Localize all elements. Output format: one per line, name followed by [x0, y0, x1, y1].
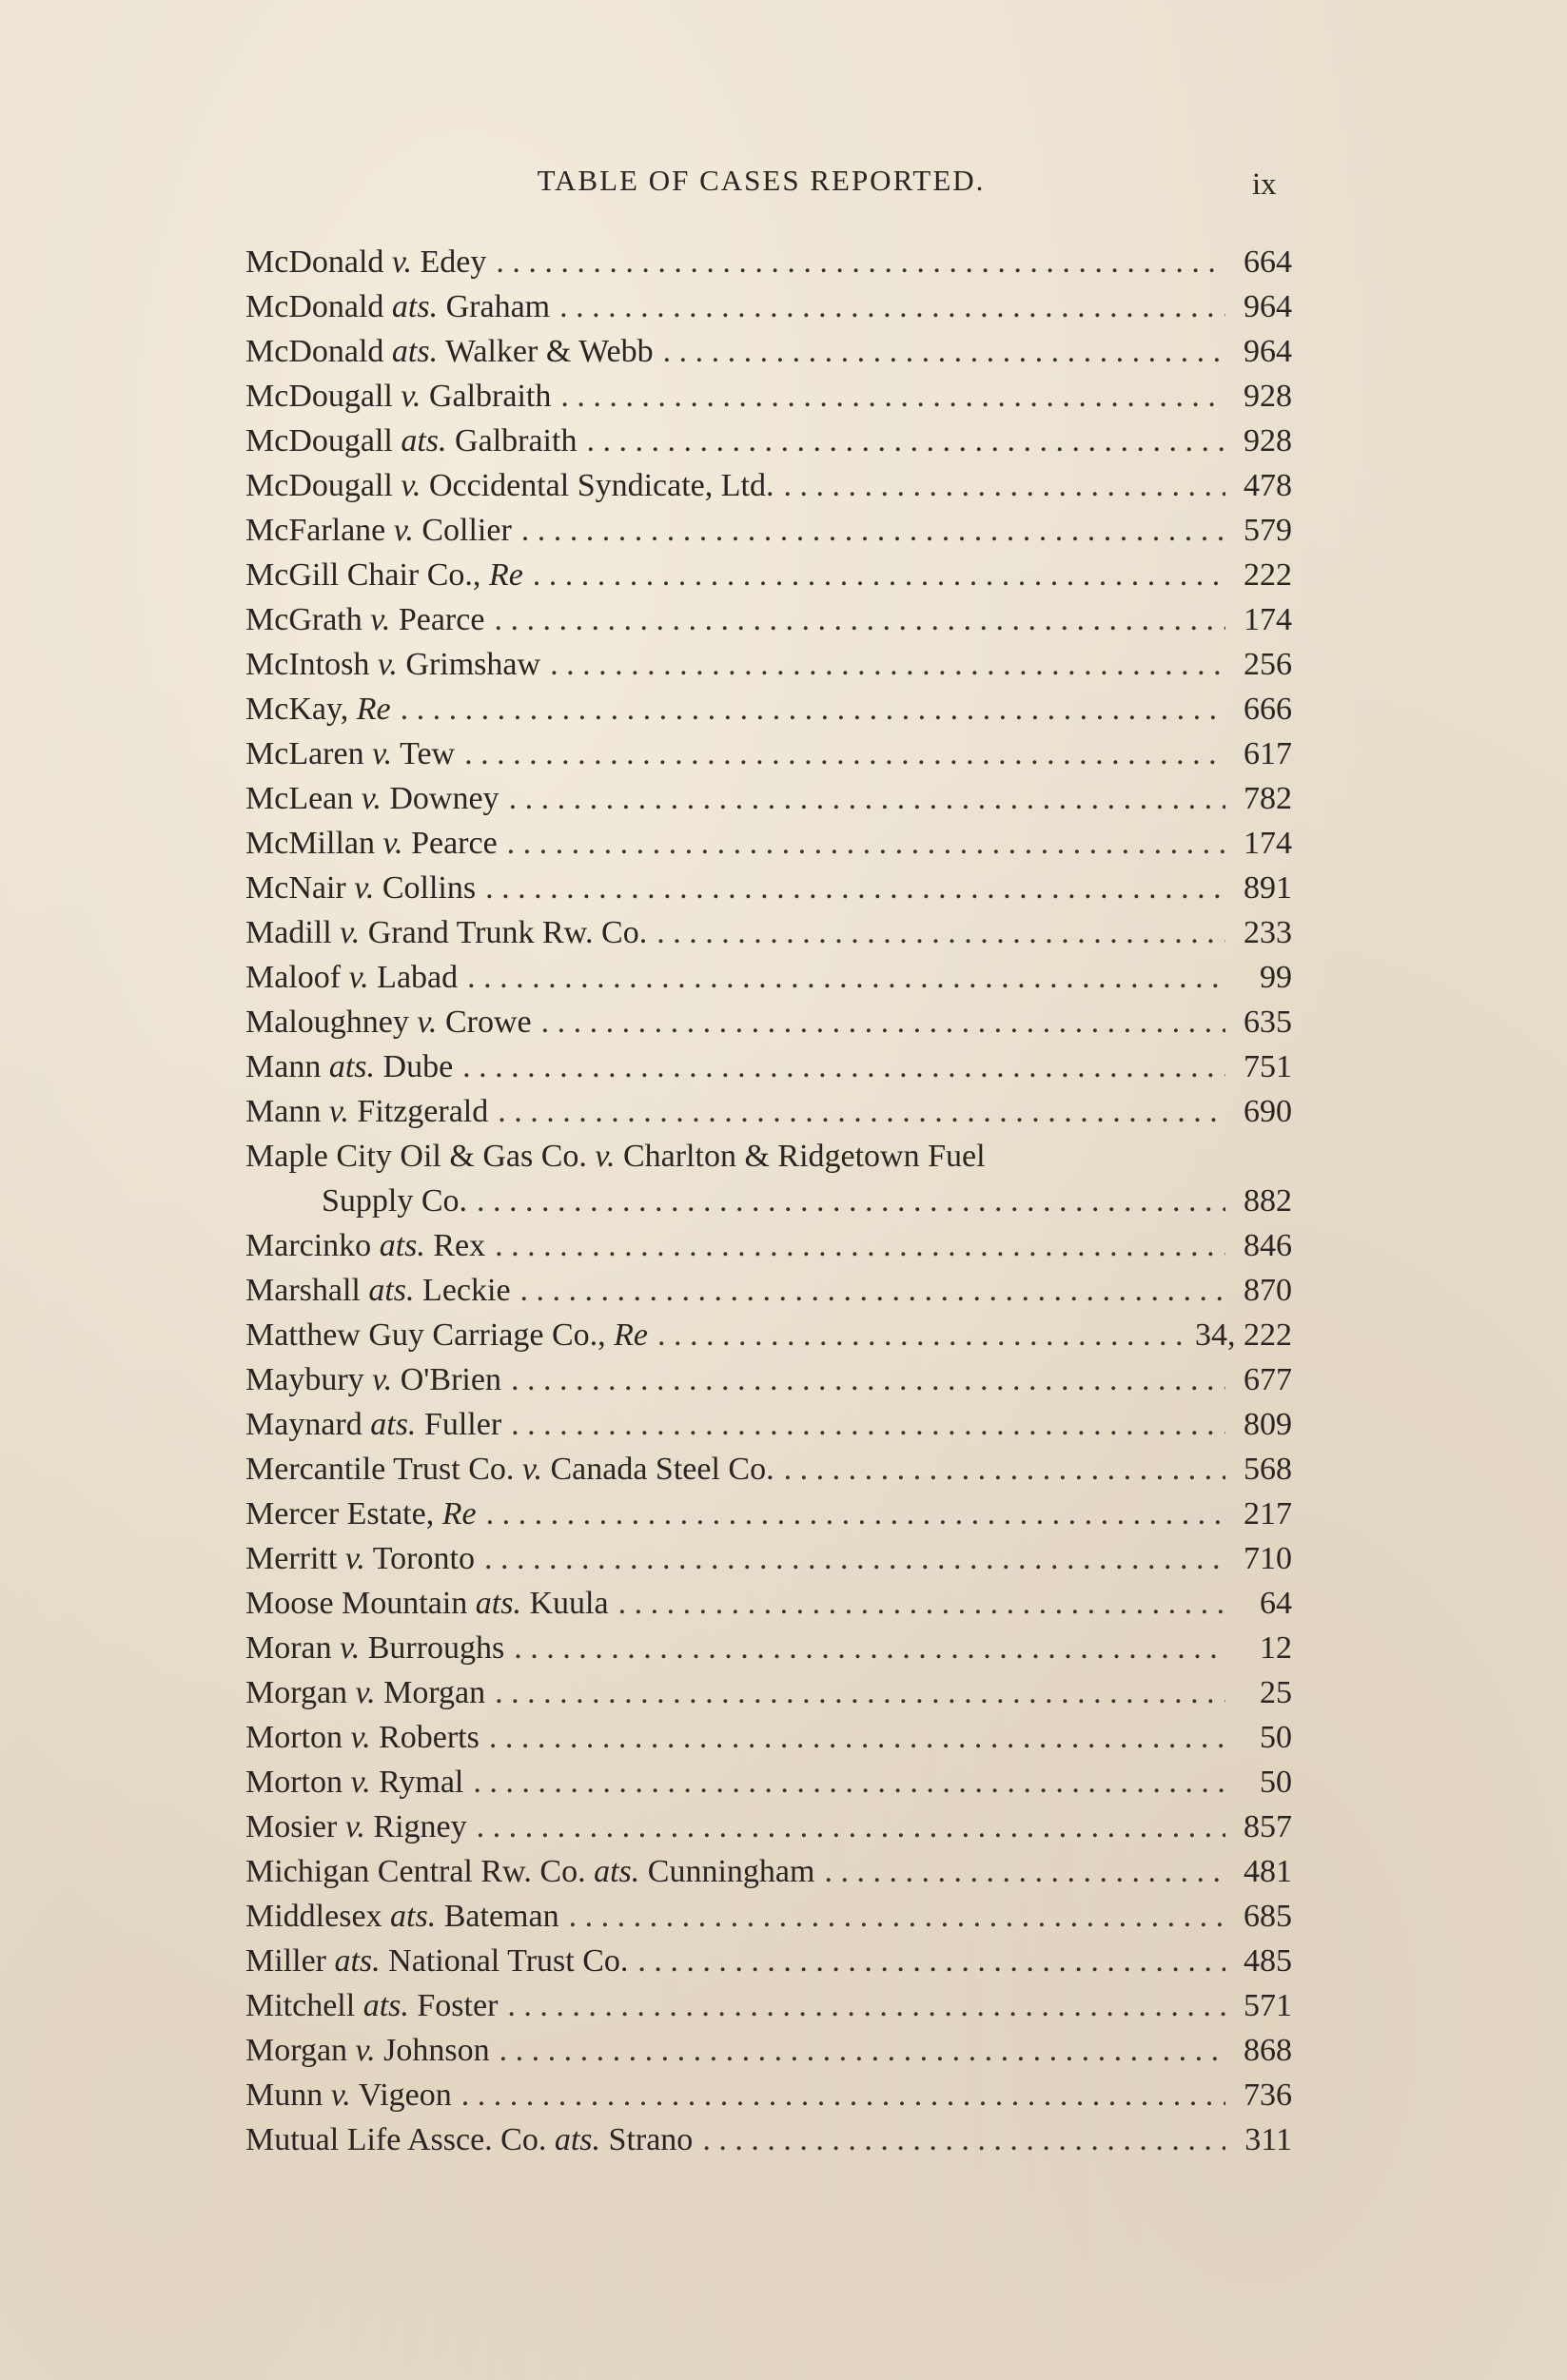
case-page-number: 571: [1244, 1988, 1292, 2023]
case-page-number: 50: [1260, 1720, 1292, 1755]
case-title: [245, 1492, 477, 1536]
case-entry: [245, 419, 1292, 463]
dot-leader: [401, 687, 1225, 732]
case-page-number: 664: [1244, 244, 1292, 280]
case-party-b: Fitzgerald: [348, 1094, 489, 1129]
dot-leader: [461, 2073, 1225, 2117]
case-page-number: 868: [1244, 2033, 1292, 2068]
case-title: [245, 1670, 485, 1715]
case-party-a: Mann: [245, 1049, 329, 1084]
case-entry: [245, 1760, 1292, 1805]
dot-leader: [511, 1402, 1225, 1447]
case-party-b: Labad: [368, 960, 459, 995]
case-connector: v.: [382, 826, 403, 861]
case-connector: v.: [348, 960, 369, 995]
case-title: [245, 821, 498, 866]
case-party-b: Strano: [600, 2122, 694, 2157]
case-party-a: Miller: [245, 1943, 335, 1979]
case-title: [245, 1715, 480, 1760]
case-page-number: 311: [1244, 2122, 1292, 2157]
case-entry: [245, 1044, 1292, 1089]
case-party-a: Morton: [245, 1765, 351, 1800]
case-party-a: McDonald: [245, 244, 392, 280]
case-page-number: 782: [1244, 781, 1292, 816]
case-entry: [245, 2117, 1292, 2162]
case-party-b: Galbraith: [421, 379, 552, 414]
case-title: [245, 1268, 511, 1313]
case-party-b: Dube: [375, 1049, 454, 1084]
case-connector: Re: [441, 1496, 477, 1531]
case-page-number: 882: [1244, 1183, 1292, 1219]
case-connector: v.: [350, 1765, 371, 1800]
case-entry: [245, 553, 1292, 597]
case-page-number: 736: [1244, 2078, 1292, 2113]
case-party-a: McFarlane: [245, 513, 394, 548]
case-page-number: 635: [1244, 1005, 1292, 1040]
case-entry: [245, 1402, 1292, 1447]
case-page-number: 99: [1260, 960, 1292, 995]
case-party-b: Foster: [408, 1988, 499, 2023]
case-page-number: 64: [1260, 1586, 1292, 1621]
case-title: [245, 240, 486, 284]
case-party-b: Occidental Syndicate, Ltd.: [421, 468, 774, 503]
case-entry: [245, 1670, 1292, 1715]
case-title: [245, 1983, 498, 2028]
dot-leader: [783, 463, 1225, 508]
case-title: [245, 910, 647, 955]
dot-leader: [498, 1089, 1225, 1134]
case-party-a: McDonald: [245, 334, 392, 369]
dot-leader: [559, 284, 1225, 329]
case-party-a: Marcinko: [245, 1228, 380, 1263]
case-page-number: 478: [1244, 468, 1292, 503]
dot-leader: [486, 1492, 1225, 1536]
dot-leader: [560, 374, 1225, 419]
case-title: [245, 955, 458, 1000]
case-connector: v.: [377, 647, 398, 682]
case-entry: [245, 732, 1292, 776]
case-page-number: 568: [1244, 1452, 1292, 1487]
case-entry: [245, 374, 1292, 419]
case-title: [245, 866, 476, 910]
case-party-a: McMillan: [245, 826, 383, 861]
case-party-a: McDougall: [245, 423, 402, 458]
case-connector: Re: [488, 557, 523, 593]
case-connector: ats.: [475, 1586, 521, 1621]
dot-leader: [494, 597, 1225, 642]
case-page-number: 579: [1244, 513, 1292, 548]
case-party-a: Madill: [245, 915, 341, 950]
case-party-b: O'Brien: [392, 1362, 501, 1397]
case-list: [245, 240, 1292, 2162]
case-entry: [245, 866, 1292, 910]
case-party-b: Pearce: [402, 826, 498, 861]
case-party-b: Kuula: [520, 1586, 609, 1621]
case-party-b: Walker & Webb: [438, 334, 654, 369]
case-party-b: Tew: [392, 736, 456, 771]
case-party-a: McNair: [245, 870, 355, 906]
dot-leader: [824, 1849, 1225, 1894]
case-title: [245, 463, 774, 508]
case-connector: v.: [344, 1809, 365, 1844]
case-connector: v.: [361, 781, 382, 816]
case-party-b: Fuller: [416, 1407, 502, 1442]
case-party-a: Morgan: [245, 2033, 356, 2068]
case-title: [245, 2117, 693, 2162]
page-title: TABLE OF CASES REPORTED.: [537, 164, 986, 197]
dot-leader: [663, 329, 1225, 374]
dot-leader: [499, 2028, 1225, 2073]
case-page-number: 34, 222: [1195, 1317, 1292, 1353]
case-connector: v.: [393, 513, 414, 548]
case-party-b: Graham: [438, 289, 551, 324]
case-connector: v.: [417, 1005, 438, 1040]
case-title: [245, 329, 654, 374]
case-party-a: McDougall: [245, 379, 402, 414]
case-entry: [245, 910, 1292, 955]
dot-leader: [496, 240, 1225, 284]
case-entry: [245, 2073, 1292, 2117]
case-connector: v.: [391, 244, 412, 280]
case-title: [245, 732, 455, 776]
case-entry: [245, 597, 1292, 642]
case-party-a: Maloughney: [245, 1005, 418, 1040]
case-title: [245, 284, 550, 329]
case-title: [245, 374, 551, 419]
case-title: [245, 1223, 485, 1268]
case-title: [245, 1402, 501, 1447]
case-party-a: Maynard: [245, 1407, 371, 1442]
case-party-a: Maloof: [245, 960, 349, 995]
case-entry: [245, 1492, 1292, 1536]
case-party-a: Moose Mountain: [245, 1586, 476, 1621]
case-party-a: McIntosh: [245, 647, 378, 682]
case-party-a: Marshall: [245, 1273, 369, 1308]
case-entry: [245, 1536, 1292, 1581]
case-page-number: 485: [1244, 1943, 1292, 1979]
case-connector: v.: [521, 1452, 542, 1487]
case-title: [245, 1760, 463, 1805]
case-page-number: 690: [1244, 1094, 1292, 1129]
dot-leader: [637, 1939, 1225, 1983]
case-connector: v.: [372, 736, 393, 771]
case-party-b: Morgan: [375, 1675, 486, 1710]
case-party-a: Merritt: [245, 1541, 345, 1576]
case-page-number: 222: [1244, 557, 1292, 593]
case-entry: [245, 463, 1292, 508]
case-connector: v.: [595, 1139, 616, 1174]
case-page-number: 809: [1244, 1407, 1292, 1442]
dot-leader: [495, 1670, 1225, 1715]
case-party-a: McLean: [245, 781, 362, 816]
case-title: [245, 2028, 490, 2073]
case-entry: [245, 1447, 1292, 1492]
case-entry: [245, 2028, 1292, 2073]
case-connector: v.: [401, 379, 421, 414]
dot-leader: [489, 1715, 1225, 1760]
dot-leader: [784, 1447, 1225, 1492]
case-entry: [245, 687, 1292, 732]
case-party-a: Matthew Guy Carriage Co.,: [245, 1317, 615, 1353]
case-party-b: Vigeon: [350, 2078, 452, 2113]
case-title: [245, 508, 512, 553]
case-entry: [245, 1223, 1292, 1268]
case-connector: ats.: [368, 1273, 415, 1308]
case-entry: [245, 1894, 1292, 1939]
case-party-b: Johnson: [375, 2033, 490, 2068]
case-entry: [245, 1268, 1292, 1313]
dot-leader: [569, 1894, 1225, 1939]
case-connector: v.: [355, 2033, 376, 2068]
case-connector: ats.: [334, 1943, 381, 1979]
case-entry: [245, 1715, 1292, 1760]
case-entry: [245, 642, 1292, 687]
case-connector: Re: [614, 1317, 648, 1353]
dot-leader: [462, 1044, 1225, 1089]
case-connector: v.: [354, 870, 375, 906]
case-entry: [245, 1805, 1292, 1849]
case-party-b: Grimshaw: [397, 647, 541, 682]
case-page-number: 710: [1244, 1541, 1292, 1576]
case-entry: [245, 240, 1292, 284]
case-entry: [245, 1626, 1292, 1670]
case-party-a: McGrath: [245, 602, 371, 637]
case-entry: [245, 284, 1292, 329]
case-page-number: 50: [1260, 1765, 1292, 1800]
case-title: [245, 1536, 475, 1581]
case-connector: v.: [344, 1541, 365, 1576]
case-party-a: Mitchell: [245, 1988, 363, 2023]
case-party-b: National Trust Co.: [380, 1943, 629, 1979]
case-page-number: 751: [1244, 1049, 1292, 1084]
dot-leader: [657, 1313, 1185, 1357]
dot-leader: [473, 1760, 1225, 1805]
case-party-a: Mann: [245, 1094, 329, 1129]
page-header: [0, 164, 1567, 211]
case-party-a: Mutual Life Assce. Co.: [245, 2122, 555, 2157]
case-title-line-1: [245, 1134, 1292, 1179]
case-page-number: 928: [1244, 379, 1292, 414]
case-connector: ats.: [362, 1988, 409, 2023]
case-connector: ats.: [594, 1854, 640, 1889]
case-title: [245, 1357, 501, 1402]
case-title: [245, 687, 391, 732]
case-entry: [245, 329, 1292, 374]
case-title: [245, 776, 499, 821]
case-title: [245, 1089, 488, 1134]
case-title: [245, 1581, 609, 1626]
case-page-number: 846: [1244, 1228, 1292, 1263]
case-page-number: 617: [1244, 736, 1292, 771]
case-party-b: Grand Trunk Rw. Co.: [360, 915, 648, 950]
case-connector: ats.: [401, 423, 447, 458]
case-party-a: Maple City Oil & Gas Co.: [245, 1139, 596, 1174]
case-connector: ats.: [370, 1407, 417, 1442]
case-party-b: Galbraith: [446, 423, 578, 458]
case-title: [245, 597, 484, 642]
case-party-a: Mercantile Trust Co.: [245, 1452, 522, 1487]
case-page-number: 928: [1244, 423, 1292, 458]
case-title: [245, 1313, 648, 1357]
case-page-number: 174: [1244, 602, 1292, 637]
case-connector: ats.: [554, 2122, 601, 2157]
dot-leader: [511, 1357, 1225, 1402]
case-page-number: 481: [1244, 1854, 1292, 1889]
case-page-number: 677: [1244, 1362, 1292, 1397]
dot-leader: [485, 866, 1225, 910]
case-entry: [245, 1983, 1292, 2028]
case-page-number: 870: [1244, 1273, 1292, 1308]
case-entry: [245, 955, 1292, 1000]
dot-leader: [521, 508, 1225, 553]
case-entry: [245, 1000, 1292, 1044]
dot-leader: [495, 1223, 1225, 1268]
case-party-b: Charlton & Ridgetown Fuel: [615, 1139, 986, 1174]
case-party-b: Collier: [413, 513, 512, 548]
case-connector: ats.: [379, 1228, 425, 1263]
dot-leader: [477, 1179, 1225, 1223]
case-entry: [245, 1581, 1292, 1626]
case-connector: ats.: [390, 1899, 437, 1934]
case-party-b: Burroughs: [360, 1630, 505, 1666]
case-entry: [245, 821, 1292, 866]
case-page-number: 12: [1260, 1630, 1292, 1666]
case-party-a: McKay,: [245, 692, 357, 727]
case-title: [245, 419, 577, 463]
page-number: ix: [1252, 167, 1277, 202]
case-party-a: Michigan Central Rw. Co.: [245, 1854, 595, 1889]
case-party-b: Bateman: [436, 1899, 559, 1934]
case-title: [245, 642, 540, 687]
case-title: [245, 1626, 504, 1670]
case-entry: [245, 1089, 1292, 1134]
case-party-a: Mercer Estate,: [245, 1496, 442, 1531]
case-party-b: Rex: [424, 1228, 486, 1263]
dot-leader: [509, 776, 1225, 821]
case-title: [245, 1000, 532, 1044]
dot-leader: [520, 1268, 1225, 1313]
case-party-b: Cunningham: [639, 1854, 815, 1889]
case-title: [245, 1805, 467, 1849]
dot-leader: [586, 419, 1225, 463]
case-title: [245, 1447, 774, 1492]
case-title: [245, 2073, 452, 2117]
case-connector: ats.: [391, 289, 439, 324]
case-party-b: Roberts: [370, 1720, 480, 1755]
case-connector: Re: [356, 692, 391, 727]
dot-leader: [514, 1626, 1225, 1670]
case-entry: [245, 1357, 1292, 1402]
dot-leader: [656, 910, 1225, 955]
dot-leader: [550, 642, 1225, 687]
case-connector: v.: [370, 602, 391, 637]
case-title: [245, 1939, 628, 1983]
case-title: [245, 1044, 453, 1089]
case-party-a: Moran: [245, 1630, 341, 1666]
case-page-number: 685: [1244, 1899, 1292, 1934]
dot-leader: [533, 553, 1225, 597]
case-party-b: Toronto: [364, 1541, 475, 1576]
case-page-number: 233: [1244, 915, 1292, 950]
case-party-a: Mosier: [245, 1809, 345, 1844]
case-party-a: McGill Chair Co.,: [245, 557, 489, 593]
case-page-number: 666: [1244, 692, 1292, 727]
case-title: [245, 1849, 814, 1894]
case-party-b: Crowe: [437, 1005, 532, 1040]
dot-leader: [484, 1536, 1225, 1581]
case-connector: v.: [372, 1362, 393, 1397]
dot-leader: [702, 2117, 1225, 2162]
case-entry: [245, 1849, 1292, 1894]
case-connector: ats.: [328, 1049, 376, 1084]
case-party-a: McLaren: [245, 736, 373, 771]
dot-leader: [541, 1000, 1225, 1044]
dot-leader: [507, 1983, 1225, 2028]
case-page-number: 857: [1244, 1809, 1292, 1844]
case-connector: v.: [330, 2078, 351, 2113]
case-entry: [245, 508, 1292, 553]
case-entry: [245, 776, 1292, 821]
dot-leader: [467, 955, 1225, 1000]
case-party-a: Maybury: [245, 1362, 373, 1397]
case-entry: [245, 1313, 1292, 1357]
case-party-a: Munn: [245, 2078, 331, 2113]
case-title: [245, 1894, 559, 1939]
case-page-number: 964: [1244, 334, 1292, 369]
case-party-b: Collins: [374, 870, 477, 906]
case-connector: v.: [340, 915, 361, 950]
case-page-number: 25: [1260, 1675, 1292, 1710]
case-party-b: Pearce: [390, 602, 485, 637]
case-page-number: 217: [1244, 1496, 1292, 1531]
case-party-b: Leckie: [414, 1273, 511, 1308]
case-connector: v.: [401, 468, 421, 503]
case-party-b: Downey: [381, 781, 499, 816]
case-party-a: Morgan: [245, 1675, 356, 1710]
case-connector: v.: [350, 1720, 371, 1755]
case-connector: v.: [328, 1094, 349, 1129]
case-connector: v.: [355, 1675, 376, 1710]
case-title: [322, 1179, 467, 1223]
dot-leader: [477, 1805, 1225, 1849]
case-page-number: 174: [1244, 826, 1292, 861]
case-page-number: 256: [1244, 647, 1292, 682]
dot-leader: [618, 1581, 1225, 1626]
case-party-b: Edey: [412, 244, 487, 280]
case-title-continuation: Supply Co.: [322, 1183, 468, 1219]
case-page-number: 964: [1244, 289, 1292, 324]
case-connector: ats.: [391, 334, 439, 369]
case-connector: v.: [340, 1630, 361, 1666]
case-page-number: 891: [1244, 870, 1292, 906]
case-party-b: Canada Steel Co.: [541, 1452, 774, 1487]
case-party-b: Rigney: [364, 1809, 467, 1844]
case-party-a: Middlesex: [245, 1899, 391, 1934]
case-entry: [245, 1939, 1292, 1983]
case-entry: [245, 1134, 1292, 1223]
case-party-a: Morton: [245, 1720, 351, 1755]
dot-leader: [464, 732, 1225, 776]
dot-leader: [507, 821, 1225, 866]
case-title: [245, 553, 523, 597]
case-party-a: McDonald: [245, 289, 392, 324]
case-party-b: Rymal: [370, 1765, 464, 1800]
case-party-a: McDougall: [245, 468, 402, 503]
